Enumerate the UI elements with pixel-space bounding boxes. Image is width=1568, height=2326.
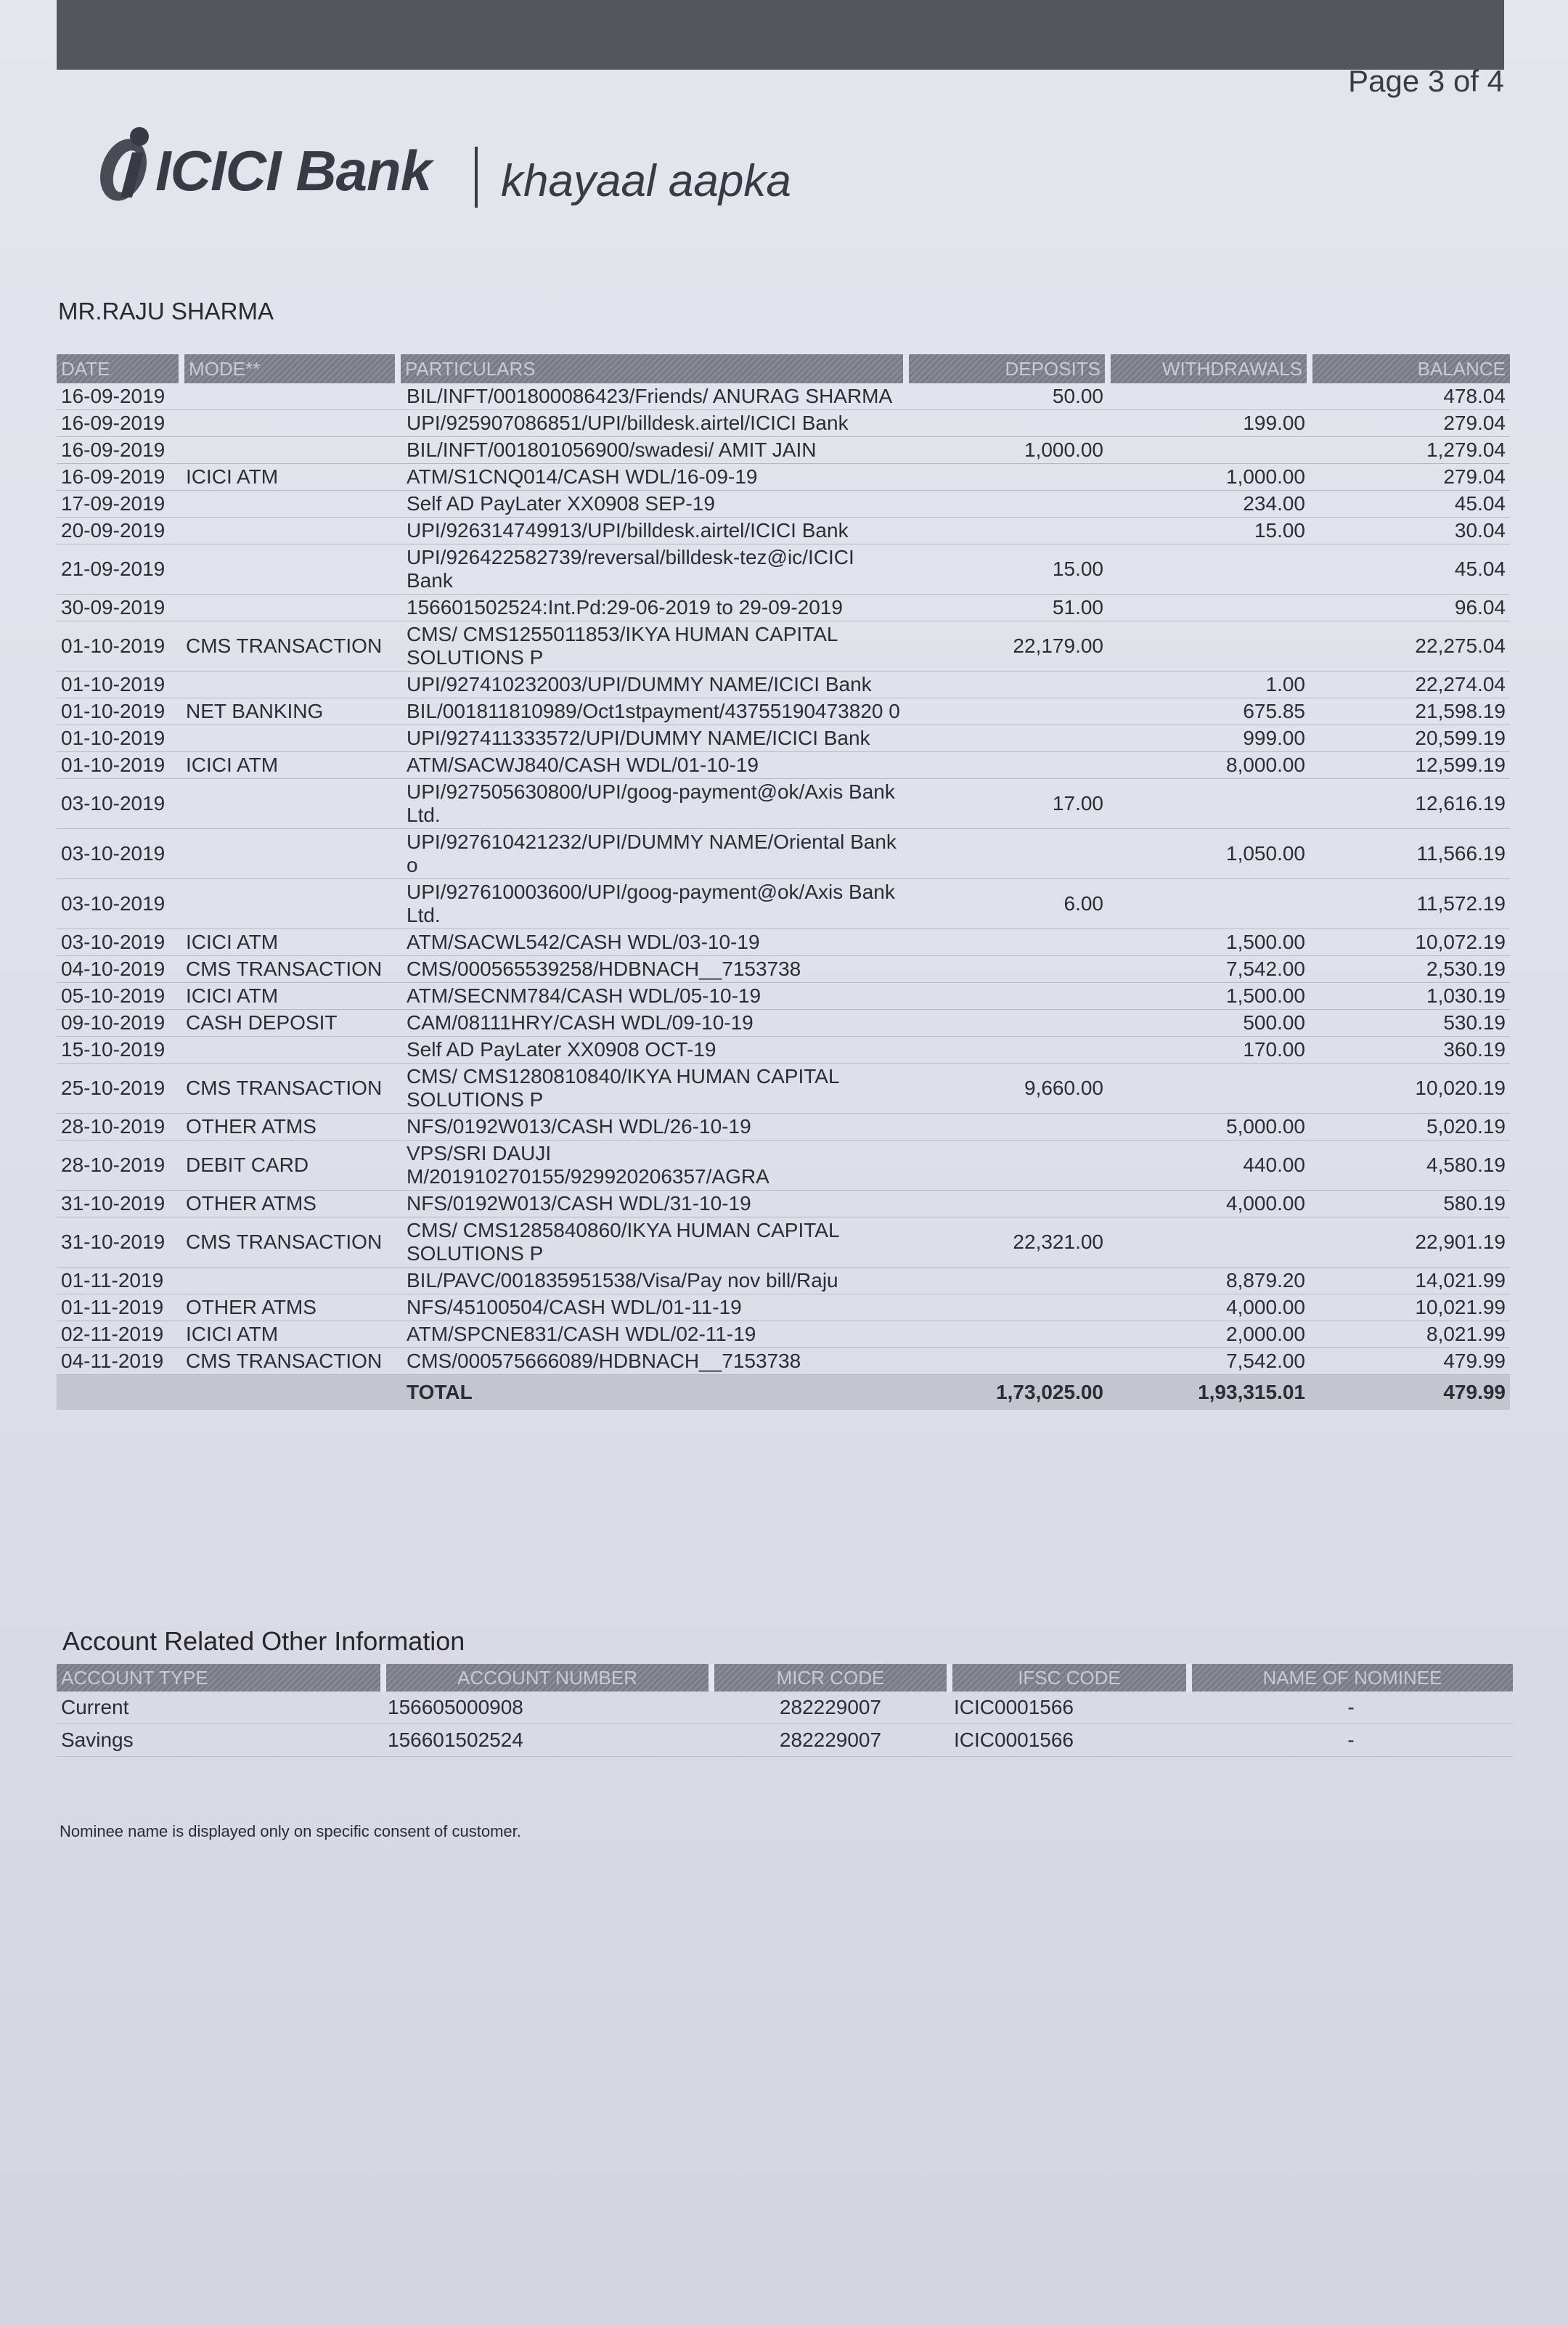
col-account-type: ACCOUNT TYPE [57,1664,383,1692]
tx-date: 30-09-2019 [57,595,181,621]
tx-particulars: Self AD PayLater XX0908 SEP-19 [398,491,906,518]
icici-logo-icon [94,118,160,205]
tx-deposit [906,1037,1108,1064]
tx-mode: DEBIT CARD [181,1140,398,1191]
tx-date: 16-09-2019 [57,464,181,491]
tx-date: 01-10-2019 [57,621,181,672]
bank-name: ICICI Bank [155,139,432,203]
tx-date: 20-09-2019 [57,518,181,544]
table-row [57,518,1510,544]
table-row [57,1348,1510,1375]
table-row [57,544,1510,595]
tx-particulars: CMS/ CMS1285840860/IKYA HUMAN CAPITAL SOLUTIONS P [398,1217,906,1268]
tx-balance: 10,020.19 [1310,1064,1510,1114]
tx-mode [181,383,398,410]
total-row [57,1375,1510,1411]
total-spacer [57,1375,181,1411]
table-row [57,725,1510,752]
tx-withdrawal: 500.00 [1108,1010,1310,1037]
tx-particulars: BIL/001811810989/Oct1stpayment/43755190473820 0 [398,698,906,725]
tx-date: 17-09-2019 [57,491,181,518]
tx-deposit [906,1191,1108,1217]
account-number: 156605000908 [383,1692,711,1724]
tx-date: 16-09-2019 [57,410,181,437]
tx-particulars: CMS/000565539258/HDBNACH__7153738 [398,956,906,983]
table-row [57,1217,1510,1268]
tx-deposit [906,410,1108,437]
tx-particulars: ATM/SACWL542/CASH WDL/03-10-19 [398,929,906,956]
col-nominee: NAME OF NOMINEE [1189,1664,1513,1692]
page-number: Page 3 of 4 [1348,64,1504,98]
tx-deposit [906,1140,1108,1191]
transactions-header-row [57,354,1510,383]
tx-mode [181,725,398,752]
tx-mode [181,410,398,437]
tx-particulars: NFS/45100504/CASH WDL/01-11-19 [398,1294,906,1321]
tx-balance: 4,580.19 [1310,1140,1510,1191]
tx-date: 01-10-2019 [57,725,181,752]
customer-name: MR.RAJU SHARMA [58,298,274,325]
tx-withdrawal [1108,1064,1310,1114]
tx-deposit: 15.00 [906,544,1108,595]
tx-balance: 479.99 [1310,1348,1510,1375]
tx-withdrawal: 2,000.00 [1108,1321,1310,1348]
tx-particulars: ATM/SECNM784/CASH WDL/05-10-19 [398,983,906,1010]
table-row [57,1321,1510,1348]
tx-mode: NET BANKING [181,698,398,725]
tx-particulars: BIL/PAVC/001835951538/Visa/Pay nov bill/Raju [398,1268,906,1294]
table-row [57,879,1510,929]
tx-balance: 10,072.19 [1310,929,1510,956]
table-row [57,1692,1513,1724]
tx-date: 04-10-2019 [57,956,181,983]
table-row [57,752,1510,779]
account-info-header-row [57,1664,1513,1692]
tx-mode [181,1037,398,1064]
table-row [57,983,1510,1010]
tx-particulars: UPI/927411333572/UPI/DUMMY NAME/ICICI Bank [398,725,906,752]
tx-balance: 12,599.19 [1310,752,1510,779]
tx-mode [181,672,398,698]
tx-withdrawal: 4,000.00 [1108,1294,1310,1321]
tx-balance: 21,598.19 [1310,698,1510,725]
tx-balance: 30.04 [1310,518,1510,544]
transactions-body [57,383,1510,1375]
micr-code: 282229007 [711,1692,950,1724]
table-row [57,410,1510,437]
tx-particulars: NFS/0192W013/CASH WDL/26-10-19 [398,1114,906,1140]
tx-mode: CMS TRANSACTION [181,956,398,983]
tx-mode: CMS TRANSACTION [181,621,398,672]
tx-mode: ICICI ATM [181,1321,398,1348]
tx-balance: 5,020.19 [1310,1114,1510,1140]
tx-mode: ICICI ATM [181,983,398,1010]
nominee-name: - [1189,1692,1513,1724]
tx-deposit [906,1348,1108,1375]
tx-particulars: BIL/INFT/001800086423/Friends/ ANURAG SHARMA [398,383,906,410]
tx-balance: 45.04 [1310,544,1510,595]
tx-particulars: ATM/S1CNQ014/CASH WDL/16-09-19 [398,464,906,491]
tx-deposit [906,983,1108,1010]
tx-withdrawal: 1,500.00 [1108,929,1310,956]
total-label: TOTAL [398,1375,906,1411]
tx-date: 16-09-2019 [57,437,181,464]
table-row [57,595,1510,621]
tx-particulars: CMS/ CMS1280810840/IKYA HUMAN CAPITAL SOLUTIONS P [398,1064,906,1114]
tx-balance: 580.19 [1310,1191,1510,1217]
table-row [57,956,1510,983]
tx-withdrawal: 1.00 [1108,672,1310,698]
table-row [57,1724,1513,1757]
tx-deposit: 51.00 [906,595,1108,621]
tx-particulars: UPI/926422582739/reversal/billdesk-tez@ic/ICICI Bank [398,544,906,595]
tx-date: 01-11-2019 [57,1268,181,1294]
tx-withdrawal: 7,542.00 [1108,1348,1310,1375]
tx-date: 28-10-2019 [57,1114,181,1140]
tx-withdrawal: 199.00 [1108,410,1310,437]
tx-withdrawal [1108,879,1310,929]
table-row [57,1037,1510,1064]
tx-withdrawal: 7,542.00 [1108,956,1310,983]
tx-particulars: UPI/927410232003/UPI/DUMMY NAME/ICICI Bank [398,672,906,698]
tx-withdrawal: 8,879.20 [1108,1268,1310,1294]
tx-particulars: UPI/926314749913/UPI/billdesk.airtel/ICICI Bank [398,518,906,544]
tx-date: 16-09-2019 [57,383,181,410]
tx-balance: 14,021.99 [1310,1268,1510,1294]
col-withdrawals: WITHDRAWALS [1108,354,1310,383]
tx-withdrawal: 15.00 [1108,518,1310,544]
col-account-number: ACCOUNT NUMBER [383,1664,711,1692]
tx-deposit [906,518,1108,544]
tx-date: 31-10-2019 [57,1191,181,1217]
tx-balance: 478.04 [1310,383,1510,410]
nominee-name: - [1189,1724,1513,1757]
col-balance: BALANCE [1310,354,1510,383]
tx-deposit [906,672,1108,698]
tx-mode: OTHER ATMS [181,1191,398,1217]
tx-withdrawal [1108,437,1310,464]
tx-date: 01-10-2019 [57,672,181,698]
tx-balance: 8,021.99 [1310,1321,1510,1348]
tx-balance: 1,030.19 [1310,983,1510,1010]
tx-particulars: ATM/SACWJ840/CASH WDL/01-10-19 [398,752,906,779]
tx-mode: ICICI ATM [181,929,398,956]
tx-deposit: 6.00 [906,879,1108,929]
tx-withdrawal: 999.00 [1108,725,1310,752]
table-row [57,1268,1510,1294]
tx-date: 04-11-2019 [57,1348,181,1375]
tx-deposit: 50.00 [906,383,1108,410]
tx-date: 15-10-2019 [57,1037,181,1064]
table-row [57,621,1510,672]
tx-withdrawal [1108,383,1310,410]
bank-tagline: khayaal aapka [501,156,791,206]
tx-particulars: NFS/0192W013/CASH WDL/31-10-19 [398,1191,906,1217]
tx-deposit [906,829,1108,879]
table-row [57,464,1510,491]
table-row [57,1140,1510,1191]
table-row [57,1010,1510,1037]
tx-deposit [906,725,1108,752]
tx-particulars: UPI/925907086851/UPI/billdesk.airtel/ICICI Bank [398,410,906,437]
table-row [57,437,1510,464]
tx-mode [181,595,398,621]
table-row [57,1114,1510,1140]
tx-mode [181,829,398,879]
account-type: Current [57,1692,383,1724]
table-row [57,829,1510,879]
tx-balance: 22,274.04 [1310,672,1510,698]
tx-mode [181,544,398,595]
tx-particulars: UPI/927610003600/UPI/goog-payment@ok/Axis Bank Ltd. [398,879,906,929]
tx-particulars: UPI/927610421232/UPI/DUMMY NAME/Oriental Bank o [398,829,906,879]
tx-withdrawal: 1,050.00 [1108,829,1310,879]
table-row [57,779,1510,829]
total-withdrawals: 1,93,315.01 [1108,1375,1310,1411]
tx-withdrawal [1108,544,1310,595]
total-deposits: 1,73,025.00 [906,1375,1108,1411]
tx-date: 21-09-2019 [57,544,181,595]
tx-deposit [906,491,1108,518]
tx-withdrawal: 8,000.00 [1108,752,1310,779]
tx-mode [181,491,398,518]
col-date: DATE [57,354,181,383]
tx-withdrawal [1108,1217,1310,1268]
tx-balance: 279.04 [1310,464,1510,491]
col-deposits: DEPOSITS [906,354,1108,383]
tx-withdrawal: 1,000.00 [1108,464,1310,491]
tx-date: 05-10-2019 [57,983,181,1010]
account-number: 156601502524 [383,1724,711,1757]
tx-withdrawal [1108,779,1310,829]
tx-balance: 530.19 [1310,1010,1510,1037]
table-row [57,672,1510,698]
tx-date: 09-10-2019 [57,1010,181,1037]
tx-deposit [906,752,1108,779]
tx-deposit: 22,179.00 [906,621,1108,672]
tx-balance: 1,279.04 [1310,437,1510,464]
tx-deposit [906,956,1108,983]
tx-balance: 10,021.99 [1310,1294,1510,1321]
tx-particulars: VPS/SRI DAUJI M/201910270155/929920206357/AGRA [398,1140,906,1191]
tx-mode: CMS TRANSACTION [181,1217,398,1268]
tx-withdrawal: 234.00 [1108,491,1310,518]
tx-particulars: ATM/SPCNE831/CASH WDL/02-11-19 [398,1321,906,1348]
tx-balance: 12,616.19 [1310,779,1510,829]
tx-withdrawal [1108,621,1310,672]
tx-date: 03-10-2019 [57,879,181,929]
tx-deposit [906,1114,1108,1140]
tx-balance: 20,599.19 [1310,725,1510,752]
table-row [57,491,1510,518]
tx-deposit: 1,000.00 [906,437,1108,464]
tx-date: 03-10-2019 [57,779,181,829]
table-row [57,1064,1510,1114]
tx-date: 03-10-2019 [57,829,181,879]
tx-deposit [906,1321,1108,1348]
tx-withdrawal: 1,500.00 [1108,983,1310,1010]
tx-mode [181,518,398,544]
tx-date: 01-11-2019 [57,1294,181,1321]
table-row [57,1294,1510,1321]
tx-withdrawal: 170.00 [1108,1037,1310,1064]
tx-deposit [906,698,1108,725]
tx-particulars: CMS/ CMS1255011853/IKYA HUMAN CAPITAL SOLUTIONS P [398,621,906,672]
tx-particulars: UPI/927505630800/UPI/goog-payment@ok/Axis Bank Ltd. [398,779,906,829]
tx-deposit [906,1294,1108,1321]
account-info-table [57,1664,1513,1757]
tx-mode: OTHER ATMS [181,1114,398,1140]
col-mode: MODE** [181,354,398,383]
col-micr-code: MICR CODE [711,1664,950,1692]
tx-deposit [906,1010,1108,1037]
total-balance: 479.99 [1310,1375,1510,1411]
logo-divider [475,147,478,208]
table-row [57,929,1510,956]
ifsc-code: ICIC0001566 [950,1692,1189,1724]
tx-date: 01-10-2019 [57,698,181,725]
tx-deposit [906,464,1108,491]
tx-mode: ICICI ATM [181,464,398,491]
tx-mode: CMS TRANSACTION [181,1064,398,1114]
account-info-body [57,1692,1513,1757]
tx-deposit: 9,660.00 [906,1064,1108,1114]
tx-deposit: 17.00 [906,779,1108,829]
nominee-footnote: Nominee name is displayed only on specific consent of customer. [60,1822,521,1840]
tx-mode: OTHER ATMS [181,1294,398,1321]
tx-mode [181,1268,398,1294]
tx-deposit [906,929,1108,956]
top-bar [57,0,1504,70]
tx-withdrawal [1108,595,1310,621]
tx-deposit [906,1268,1108,1294]
tx-balance: 22,275.04 [1310,621,1510,672]
tx-particulars: 156601502524:Int.Pd:29-06-2019 to 29-09-2019 [398,595,906,621]
transactions-table [57,354,1510,1410]
tx-date: 01-10-2019 [57,752,181,779]
tx-balance: 96.04 [1310,595,1510,621]
tx-mode [181,779,398,829]
tx-date: 02-11-2019 [57,1321,181,1348]
tx-withdrawal: 675.85 [1108,698,1310,725]
tx-balance: 360.19 [1310,1037,1510,1064]
micr-code: 282229007 [711,1724,950,1757]
tx-particulars: CMS/000575666089/HDBNACH__7153738 [398,1348,906,1375]
total-spacer [181,1375,398,1411]
tx-balance: 279.04 [1310,410,1510,437]
tx-particulars: CAM/08111HRY/CASH WDL/09-10-19 [398,1010,906,1037]
table-row [57,698,1510,725]
account-info-title: Account Related Other Information [62,1626,465,1656]
tx-particulars: BIL/INFT/001801056900/swadesi/ AMIT JAIN [398,437,906,464]
tx-mode: CASH DEPOSIT [181,1010,398,1037]
tx-balance: 2,530.19 [1310,956,1510,983]
tx-mode: CMS TRANSACTION [181,1348,398,1375]
tx-particulars: Self AD PayLater XX0908 OCT-19 [398,1037,906,1064]
tx-mode [181,437,398,464]
ifsc-code: ICIC0001566 [950,1724,1189,1757]
tx-date: 25-10-2019 [57,1064,181,1114]
tx-deposit: 22,321.00 [906,1217,1108,1268]
col-particulars: PARTICULARS [398,354,906,383]
tx-withdrawal: 440.00 [1108,1140,1310,1191]
tx-balance: 11,566.19 [1310,829,1510,879]
table-row [57,1191,1510,1217]
tx-withdrawal: 5,000.00 [1108,1114,1310,1140]
tx-date: 03-10-2019 [57,929,181,956]
tx-withdrawal: 4,000.00 [1108,1191,1310,1217]
tx-date: 31-10-2019 [57,1217,181,1268]
table-row [57,383,1510,410]
tx-mode [181,879,398,929]
tx-mode: ICICI ATM [181,752,398,779]
tx-balance: 22,901.19 [1310,1217,1510,1268]
col-ifsc-code: IFSC CODE [950,1664,1189,1692]
tx-balance: 45.04 [1310,491,1510,518]
tx-balance: 11,572.19 [1310,879,1510,929]
account-type: Savings [57,1724,383,1757]
tx-date: 28-10-2019 [57,1140,181,1191]
